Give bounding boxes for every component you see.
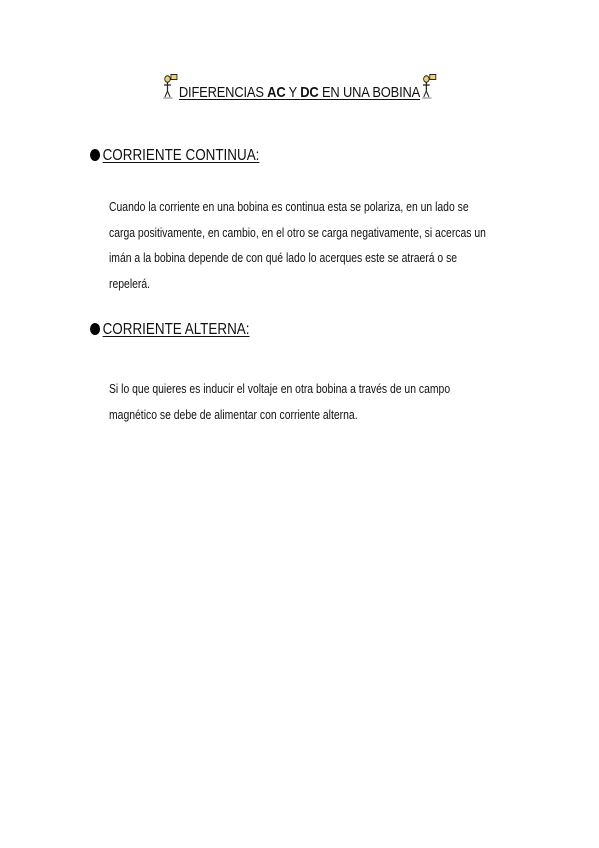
- paragraph-line: Si lo que quieres es inducir el voltaje en otra bobina a través de un campo: [109, 381, 451, 396]
- section-heading-alterna: CORRIENTE ALTERNA:: [90, 321, 249, 339]
- title-ac: AC: [267, 84, 286, 101]
- paragraph-line: imán a la bobina depende de con qué lado lo acerques este se atraerá o se: [109, 250, 458, 265]
- paragraph-line: repelerá.: [109, 275, 151, 291]
- page-title: [42, 73, 557, 101]
- section-heading-continua: CORRIENTE CONTINUA:: [90, 147, 259, 165]
- title-dc: DC: [300, 84, 319, 101]
- bullet-icon: [90, 323, 100, 335]
- title-text: DIFERENCIAS AC Y DC EN UNA BOBINA: [178, 84, 421, 101]
- paragraph-continua: [109, 194, 580, 296]
- bullet-icon: [90, 149, 100, 161]
- paragraph-line: magnético se debe de alimentar con corriente alterna.: [109, 406, 358, 422]
- paragraph-line: carga positivamente, en cambio, en el otro se carga negativamente, si acercas un: [109, 224, 486, 240]
- paragraph-line: Cuando la corriente en una bobina es continua esta se polariza, en un lado se: [109, 199, 469, 214]
- paragraph-alterna: [109, 376, 535, 427]
- teacher-presenting-icon: [163, 73, 178, 101]
- teacher-presenting-icon: [421, 73, 436, 101]
